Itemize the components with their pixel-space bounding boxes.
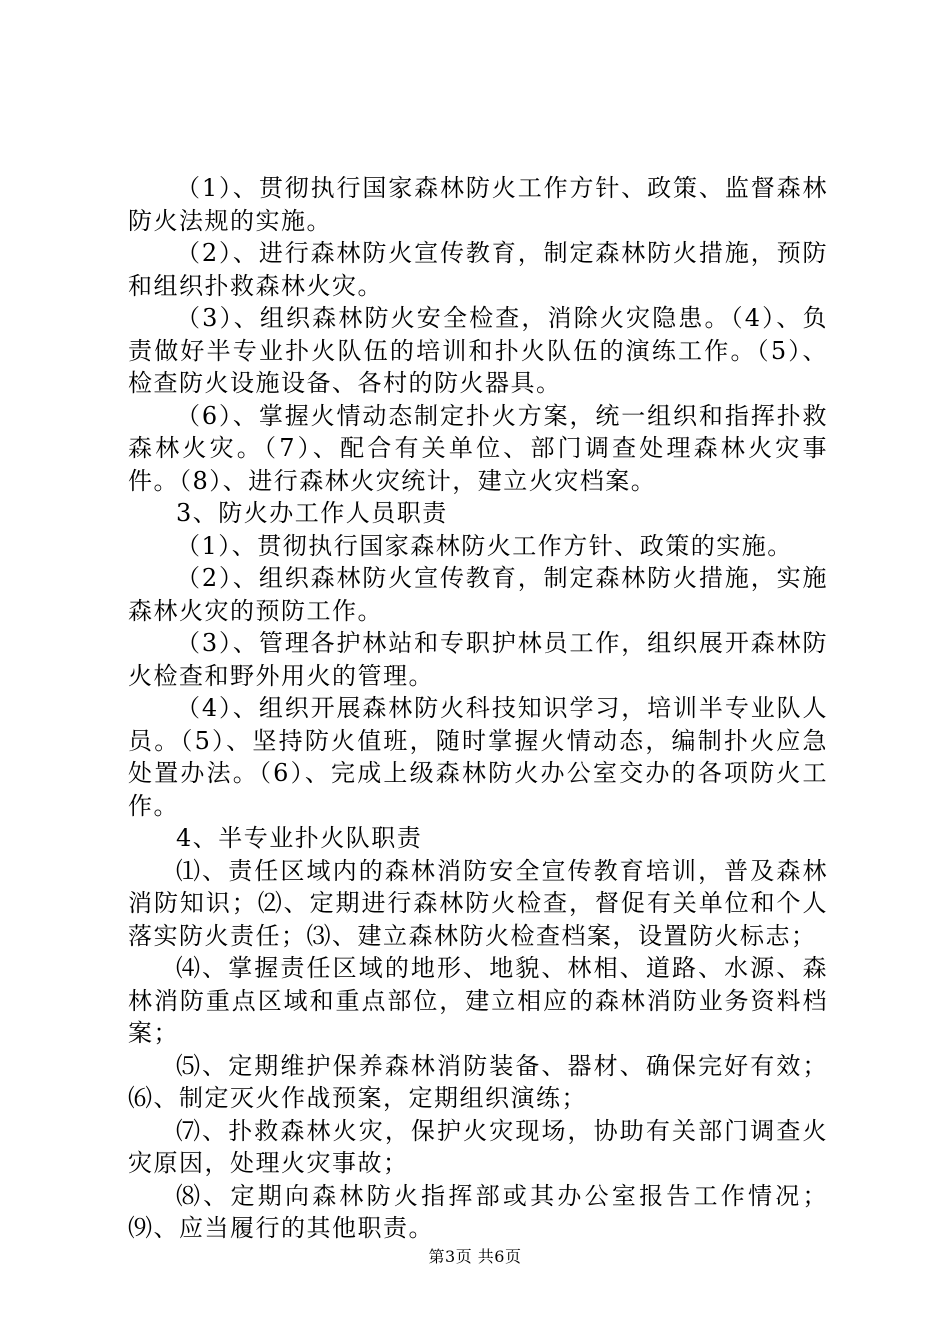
paragraph-team-1-3: ⑴、责任区域内的森林消防安全宣传教育培训，普及森林消防知识；⑵、定期进行森林防火检查，督促有关单位和个人落实防火责任；⑶、建立森林防火检查档案，设置防火标志；	[128, 856, 828, 950]
paragraph-team-8-9: ⑻、定期向森林防火指挥部或其办公室报告工作情况；⑼、应当履行的其他职责。	[128, 1181, 828, 1242]
paragraph-team-7: ⑺、扑救森林火灾，保护火灾现场，协助有关部门调查火灾原因，处理火灾事故；	[128, 1116, 828, 1177]
paragraph-team-4: ⑷、掌握责任区域的地形、地貌、林相、道路、水源、森林消防重点区域和重点部位，建立相应的森林消防业务资料档案；	[128, 954, 828, 1047]
paragraph-duty-6-8: （6）、掌握火情动态制定扑火方案，统一组织和指挥扑救森林火灾。（7）、配合有关单位、部门调查处理森林火灾事件。（8）、进行森林火灾统计，建立火灾档案。	[128, 401, 828, 495]
paragraph-duty-1: （1）、贯彻执行国家森林防火工作方针、政策、监督森林防火法规的实施。	[128, 174, 828, 235]
paragraph-staff-2: （2）、组织森林防火宣传教育，制定森林防火措施，实施森林火灾的预防工作。	[128, 564, 828, 625]
section-heading-fire-office-staff: 3、防火办工作人员职责	[176, 499, 448, 527]
paragraph-team-5-6: ⑸、定期维护保养森林消防装备、器材、确保完好有效；⑹、制定灭火作战预案，定期组织演练；	[128, 1051, 828, 1112]
paragraph-staff-3: （3）、管理各护林站和专职护林员工作，组织展开森林防火检查和野外用火的管理。	[128, 629, 828, 690]
paragraph-staff-1: （1）、贯彻执行国家森林防火工作方针、政策的实施。	[176, 531, 793, 560]
paragraph-duty-2: （2）、进行森林防火宣传教育，制定森林防火措施，预防和组织扑救森林火灾。	[128, 239, 828, 300]
section-heading-semi-pro-team: 4、半专业扑火队职责	[176, 824, 423, 852]
document-body	[128, 172, 828, 1245]
page-number-footer: 第3页 共6页	[428, 1247, 522, 1266]
paragraph-staff-4-6: （4）、组织开展森林防火科技知识学习，培训半专业队人员。（5）、坚持防火值班，随时掌握火情动态，编制扑火应急处置办法。（6）、完成上级森林防火办公室交办的各项防火工作。	[128, 694, 828, 820]
paragraph-duty-3-5: （3）、组织森林防火安全检查，消除火灾隐患。（4）、负责做好半专业扑火队伍的培训和扑火队伍的演练工作。（5）、检查防火设施设备、各村的防火器具。	[128, 304, 828, 397]
